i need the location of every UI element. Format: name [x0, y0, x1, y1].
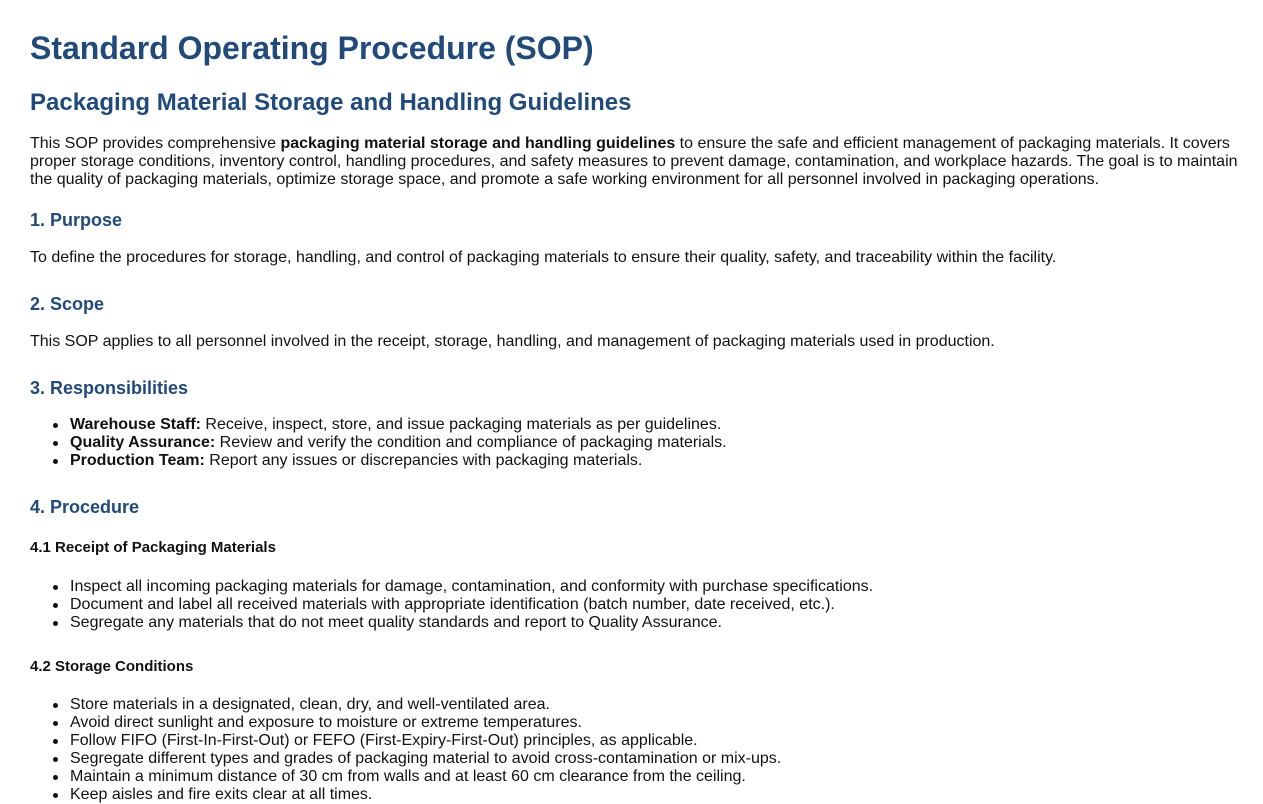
- list-item: Store materials in a designated, clean, dry, and well-ventilated area.: [30, 696, 1230, 714]
- responsibilities-heading: 3. Responsibilities: [30, 378, 189, 398]
- list-item: Segregate any materials that do not meet quality standards and report to Quality Assurance.: [30, 614, 1230, 632]
- intro-text-start: This SOP provides comprehensive: [30, 135, 281, 152]
- purpose-heading: 1. Purpose: [30, 210, 123, 230]
- list-item: Keep aisles and fire exits clear at all times.: [30, 786, 1230, 804]
- list-item: Follow FIFO (First-In-First-Out) or FEFO (First-Expiry-First-Out) principles, as applicable.: [30, 732, 1230, 750]
- list-item: Segregate different types and grades of packaging material to avoid cross-contamination or mix-ups.: [30, 750, 1230, 768]
- list-item: [30, 434, 1230, 452]
- role-description: Review and verify the condition and compliance of packaging materials.: [215, 434, 727, 451]
- page-title: Standard Operating Procedure (SOP): [30, 30, 594, 66]
- list-item: Avoid direct sunlight and exposure to moisture or extreme temperatures.: [30, 714, 1230, 732]
- list-item: [30, 452, 1230, 470]
- intro-bold-phrase: packaging material storage and handling guidelines: [280, 135, 676, 152]
- list-item: [30, 416, 1230, 434]
- intro-paragraph: [30, 135, 1240, 189]
- page-subtitle: Packaging Material Storage and Handling Guidelines: [30, 89, 632, 116]
- role-description: Report any issues or discrepancies with packaging materials.: [204, 452, 643, 469]
- storage-subheading: 4.2 Storage Conditions: [30, 658, 194, 675]
- list-item: Document and label all received materials with appropriate identification (batch number, date received, etc.).: [30, 596, 1230, 614]
- role-label: Production Team:: [70, 452, 205, 469]
- scope-text: This SOP applies to all personnel involved in the receipt, storage, handling, and management of packaging materials used in production.: [30, 333, 995, 350]
- receipt-list: [30, 578, 1230, 632]
- list-item: Inspect all incoming packaging materials for damage, contamination, and conformity with purchase specifications.: [30, 578, 1230, 596]
- receipt-subheading: 4.1 Receipt of Packaging Materials: [30, 539, 276, 556]
- list-item: Maintain a minimum distance of 30 cm from walls and at least 60 cm clearance from the ceiling.: [30, 768, 1230, 786]
- purpose-text: To define the procedures for storage, handling, and control of packaging materials to ensure their quality, safety, and traceability within the facility.: [30, 249, 1057, 266]
- responsibilities-list: [30, 416, 1230, 470]
- role-description: Receive, inspect, store, and issue packaging materials as per guidelines.: [200, 416, 722, 433]
- intro-text-end: to ensure the safe and efficient management of packaging materials. It covers proper storage conditions, inventory control, handling procedures, and safety measures to prevent damage, contamination, and workplace hazards. The goal is to maintain the quality of packaging materials, optimize storage space, and promote a safe working environment for all personnel involved in packaging operations.: [30, 135, 1238, 188]
- role-label: Quality Assurance:: [70, 434, 216, 451]
- role-label: Warehouse Staff:: [70, 416, 201, 433]
- scope-heading: 2. Scope: [30, 294, 105, 314]
- storage-list: [30, 696, 1230, 804]
- procedure-heading: 4. Procedure: [30, 497, 140, 517]
